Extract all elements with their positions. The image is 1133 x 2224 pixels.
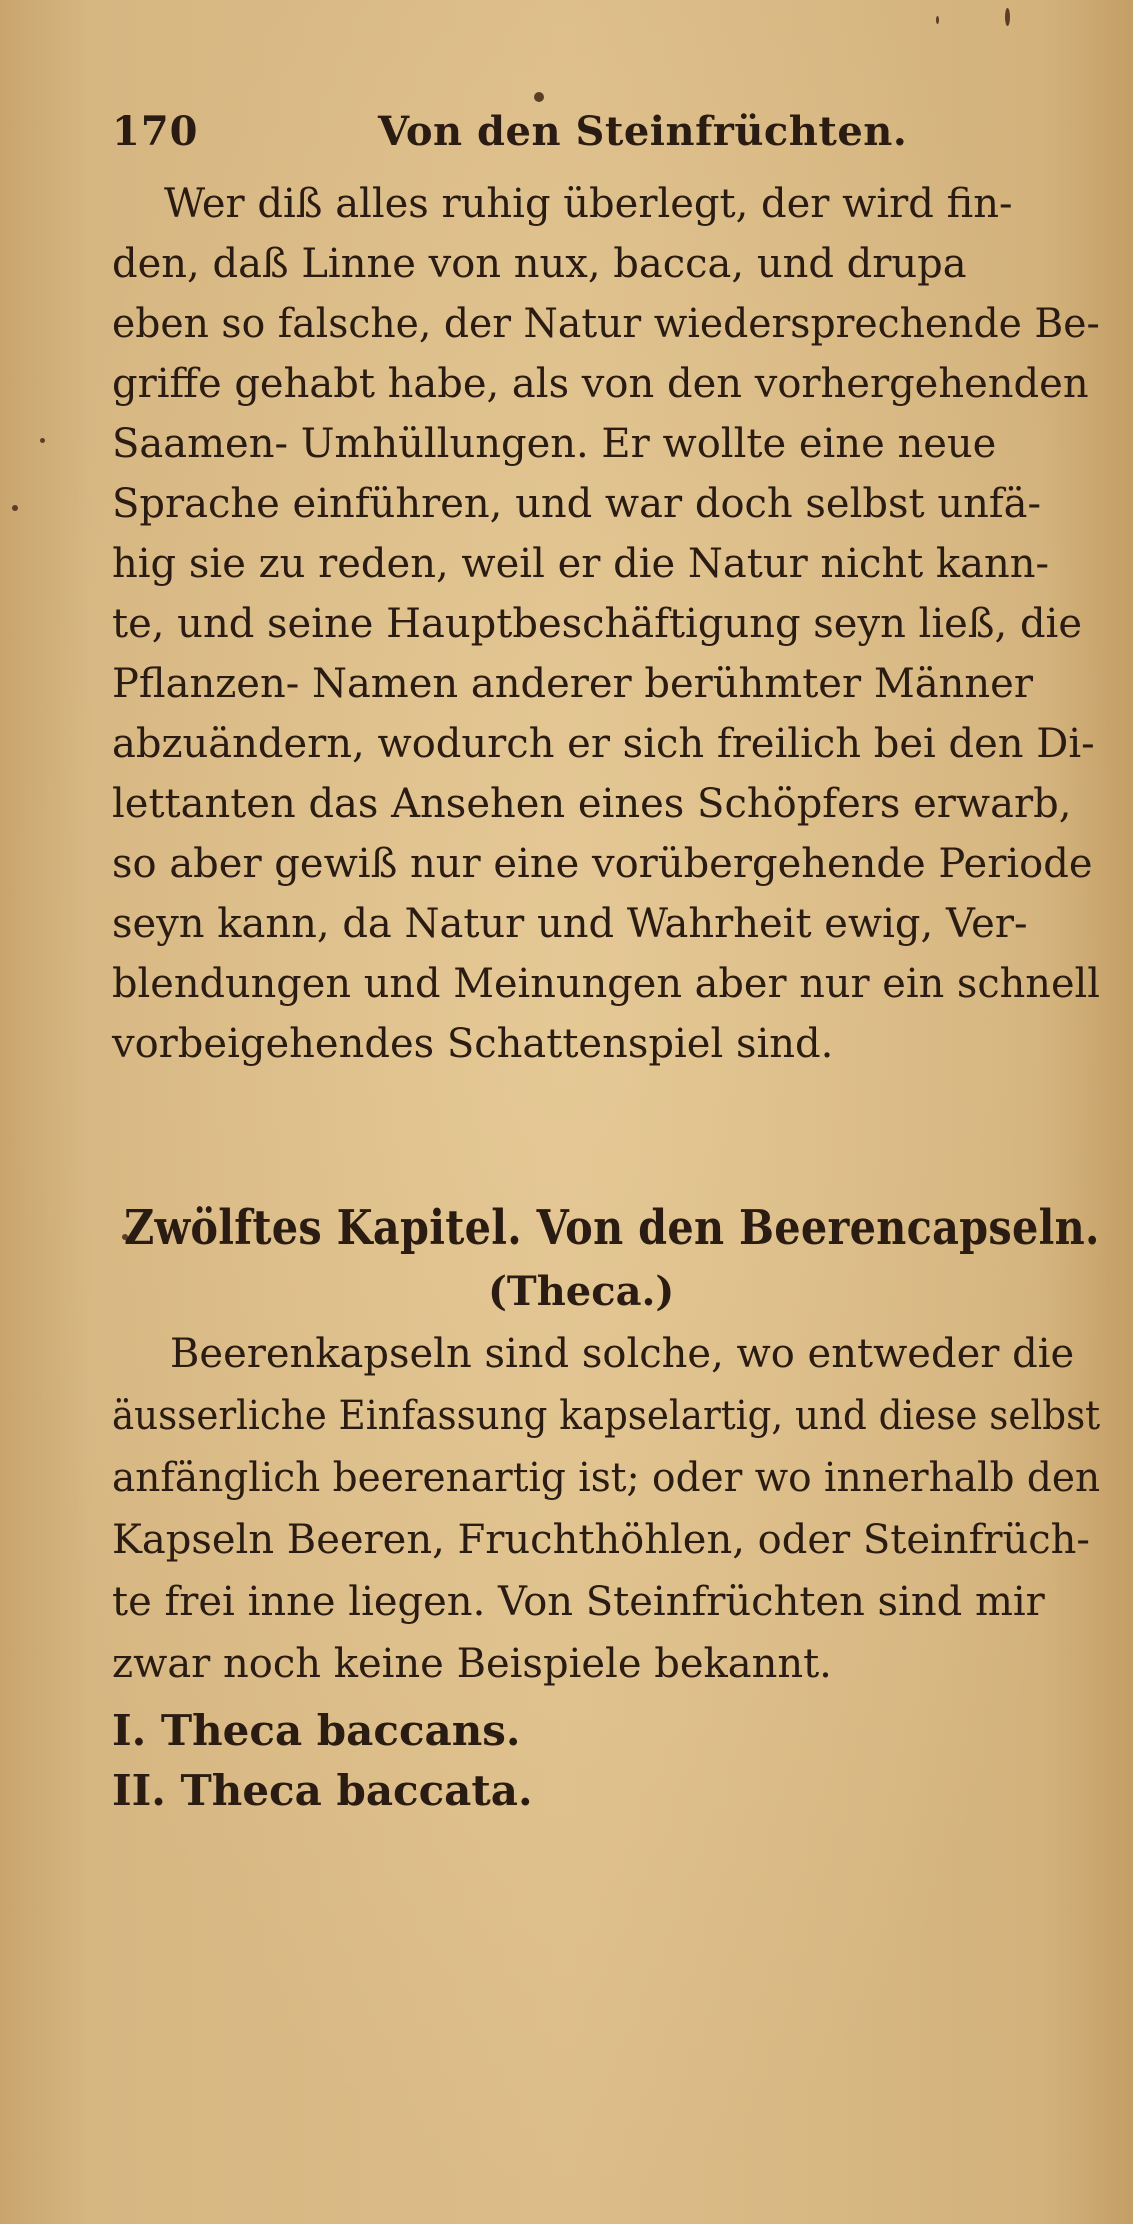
page-header <box>112 108 1032 168</box>
ink-speck <box>1005 8 1010 26</box>
text-line: te frei inne liegen. Von Steinfrüchten sind mir <box>112 1579 1045 1625</box>
text-line: blendungen und Meinungen aber nur ein schnell <box>112 961 1101 1007</box>
ink-speck <box>534 92 544 102</box>
text-line: Beerenkapseln sind solche, wo entweder die <box>170 1331 1075 1377</box>
chapter-title: Zwölftes Kapitel. Von den Beerencapseln. <box>124 1200 1100 1256</box>
page-number: 170 <box>112 108 199 155</box>
list-item: II. Theca baccata. <box>112 1766 533 1815</box>
text-line: eben so falsche, der Natur wiedersprechende Be- <box>112 301 1100 347</box>
ink-speck <box>40 438 45 443</box>
text-line: te, und seine Hauptbeschäftigung seyn ließ, die <box>112 601 1083 647</box>
text-line: äusserliche Einfassung kapselartig, und diese selbst <box>112 1393 1101 1439</box>
list-item: I. Theca baccans. <box>112 1706 521 1755</box>
text-line: hig sie zu reden, weil er die Natur nicht kann- <box>112 541 1050 587</box>
ink-speck <box>12 505 18 511</box>
text-line: lettanten das Ansehen eines Schöpfers erwarb, <box>112 781 1072 827</box>
text-line: griffe gehabt habe, als von den vorhergehenden <box>112 361 1089 407</box>
chapter-subtitle: (Theca.) <box>488 1268 675 1315</box>
text-line: Kapseln Beeren, Fruchthöhlen, oder Steinfrüch- <box>112 1517 1090 1563</box>
text-line: zwar noch keine Beispiele bekannt. <box>112 1641 832 1687</box>
text-line: den, daß Linne von nux, bacca, und drupa <box>112 241 967 287</box>
text-line: anfänglich beerenartig ist; oder wo innerhalb den <box>112 1455 1101 1501</box>
text-line: so aber gewiß nur eine vorübergehende Periode <box>112 841 1093 887</box>
text-line: abzuändern, wodurch er sich freilich bei den Di- <box>112 721 1095 767</box>
text-line: Pflanzen- Namen anderer berühmter Männer <box>112 661 1033 707</box>
ink-speck <box>936 16 939 24</box>
text-line: Sprache einführen, und war doch selbst unfä- <box>112 481 1042 527</box>
text-line: seyn kann, da Natur und Wahrheit ewig, Ver- <box>112 901 1028 947</box>
running-head: Von den Steinfrüchten. <box>378 108 908 155</box>
text-line: Saamen- Umhüllungen. Er wollte eine neue <box>112 421 997 467</box>
text-line: vorbeigehendes Schattenspiel sind. <box>112 1021 834 1067</box>
text-line: Wer diß alles ruhig überlegt, der wird fin- <box>164 181 1013 227</box>
